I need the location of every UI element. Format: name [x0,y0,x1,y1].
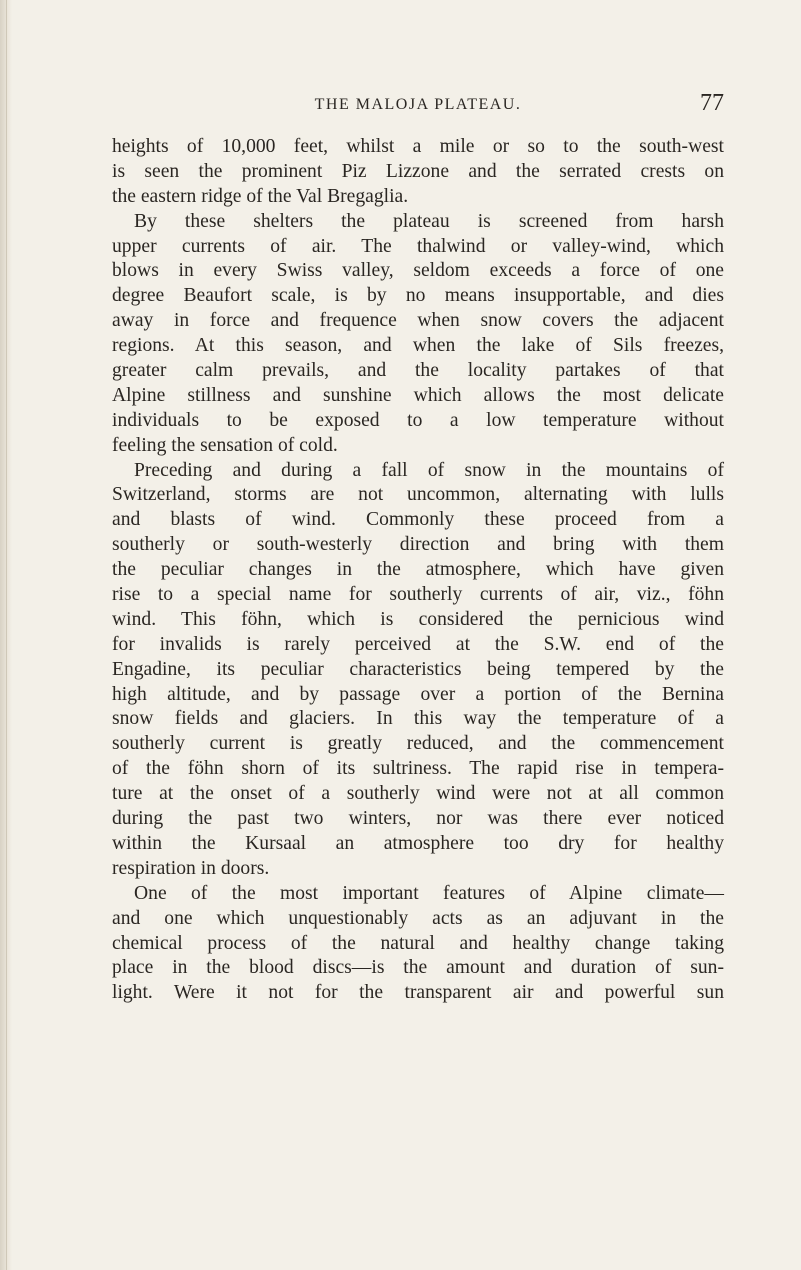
text-line: regions. At this season, and when the lake of Sils freezes, [112,335,724,357]
text-line: and one which unquestionably acts as an adjuvant in the [112,907,724,929]
text-line: snow fields and glaciers. In this way the temperature of a [112,708,724,730]
text-line: By these shelters the plateau is screened from harsh [134,210,724,232]
text-line: respiration in doors. [112,857,270,879]
text-line: place in the blood discs—is the amount and duration of sun- [112,957,724,979]
text-line: Switzerland, storms are not uncommon, alternating with lulls [112,484,724,506]
text-line: during the past two winters, nor was there ever noticed [112,808,724,830]
running-title: THE MALOJA PLATEAU. [314,96,522,113]
text-line: light. Were it not for the transparent air and powerful sun [112,982,724,1004]
text-line: Alpine stillness and sunshine which allows the most delicate [112,384,724,406]
text-line: chemical process of the natural and healthy change taking [112,932,724,954]
page-header [112,92,724,124]
text-line: ture at the onset of a southerly wind were not at all common [112,783,724,805]
text-line: away in force and frequence when snow covers the adjacent [112,310,724,332]
text-line: wind. This föhn, which is considered the pernicious wind [112,608,724,630]
text-line: Preceding and during a fall of snow in the mountains of [134,459,724,481]
text-line: of the föhn shorn of its sultriness. The rapid rise in tempera- [112,758,724,780]
text-line: greater calm prevails, and the locality partakes of that [112,360,724,382]
text-line: southerly or south-westerly direction and bring with them [112,534,724,556]
text-line: and blasts of wind. Commonly these proceed from a [112,509,724,531]
text-line: feeling the sensation of cold. [112,434,338,456]
text-line: One of the most important features of Alpine climate— [134,882,724,904]
text-line: the eastern ridge of the Val Bregaglia. [112,185,409,207]
text-line: individuals to be exposed to a low temperature without [112,409,724,431]
text-line: southerly current is greatly reduced, and the commencement [112,733,724,755]
text-line: is seen the prominent Piz Lizzone and the serrated crests on [112,160,724,182]
text-line: high altitude, and by passage over a portion of the Bernina [112,683,724,705]
text-line: degree Beaufort scale, is by no means insupportable, and dies [112,285,724,307]
text-line: the peculiar changes in the atmosphere, which have given [112,559,724,581]
text-line: blows in every Swiss valley, seldom exceeds a force of one [112,260,724,282]
text-line: within the Kursaal an atmosphere too dry for healthy [112,832,724,854]
text-line: rise to a special name for southerly currents of air, viz., föhn [112,584,724,606]
body-text [112,135,724,1006]
page-binding-line [6,0,7,1270]
text-line: Engadine, its peculiar characteristics being tempered by the [112,658,724,680]
text-line: heights of 10,000 feet, whilst a mile or so to the south-west [112,136,724,157]
text-line: upper currents of air. The thalwind or valley-wind, which [112,235,724,257]
page-number: 77 [700,90,724,116]
text-line: for invalids is rarely perceived at the S.W. end of the [112,633,724,655]
